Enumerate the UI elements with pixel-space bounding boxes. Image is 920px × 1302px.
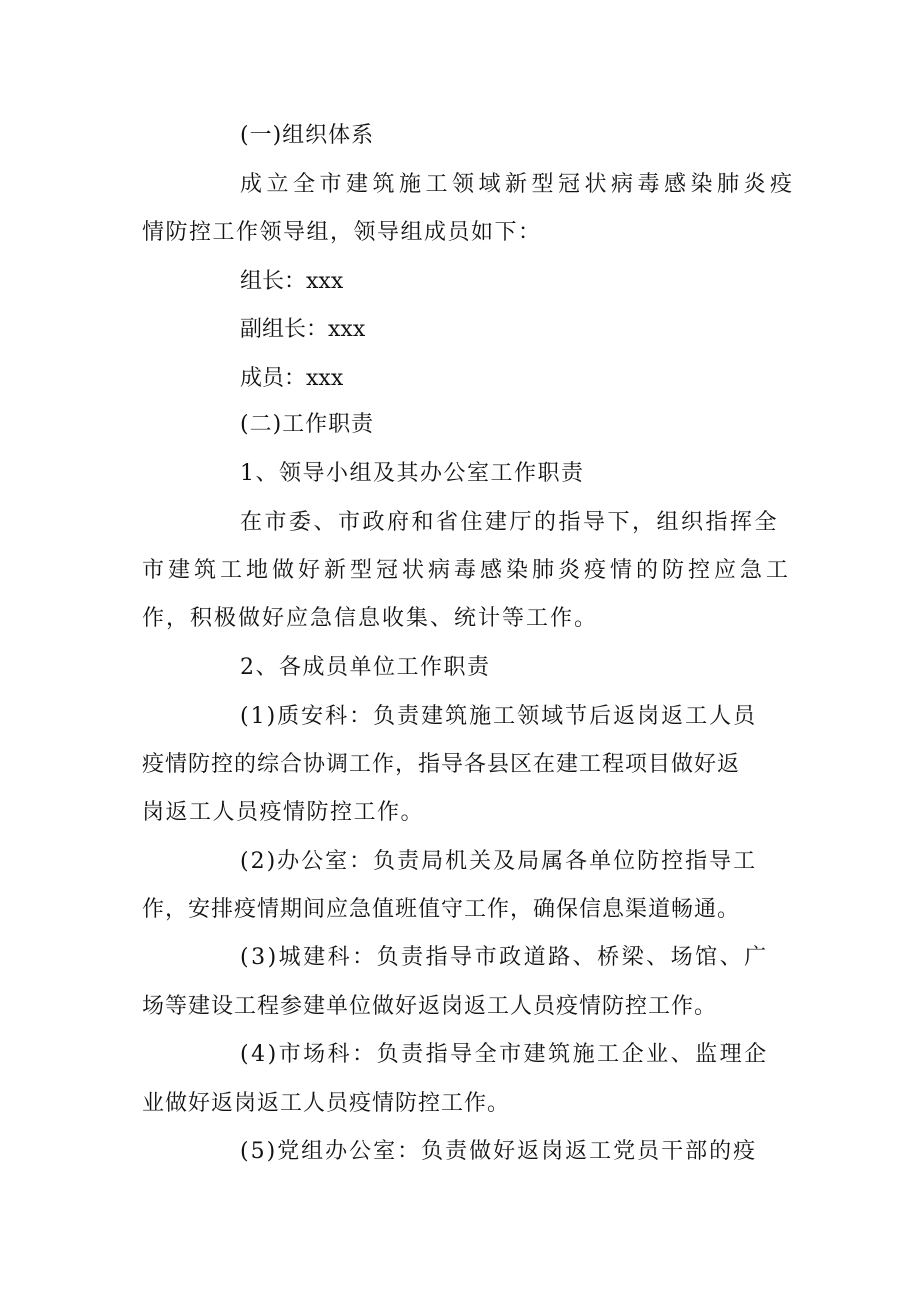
paragraph-line: 市建筑工地做好新型冠状病毒感染肺炎疫情的防控应急工 [142, 558, 793, 583]
paragraph-line: 成立全市建筑施工领域新型冠状病毒感染肺炎疫 [240, 172, 797, 197]
list-item-line: (4)市场科：负责指导全市建筑施工企业、监理企 [240, 1042, 769, 1067]
section-heading-duties: (二)工作职责 [240, 412, 375, 437]
list-item-line: (5)党组办公室：负责做好返岗返工党员干部的疫 [240, 1139, 758, 1164]
subsection-title: 2、各成员单位工作职责 [240, 655, 491, 680]
list-item-line: (1)质安科：负责建筑施工领域节后返岗返工人员 [240, 704, 758, 729]
paragraph-line: 在市委、市政府和省住建厅的指导下，组织指挥全 [240, 510, 780, 535]
paragraph-line: 情防控工作领导组，领导组成员如下： [142, 220, 542, 245]
list-item-line: (3)城建科：负责指导市政道路、桥梁、场馆、广 [240, 945, 769, 970]
list-item-line: 疫情防控的综合协调工作，指导各县区在建工程项目做好返 [142, 752, 741, 777]
leader-line: 组长：xxx [240, 269, 344, 294]
section-heading-organization: (一)组织体系 [240, 123, 375, 148]
list-item-line: 场等建设工程参建单位做好返岗返工人员疫情防控工作。 [142, 994, 718, 1019]
list-item-line: 业做好返岗返工人员疫情防控工作。 [142, 1091, 511, 1116]
subsection-title: 1、领导小组及其办公室工作职责 [240, 461, 585, 486]
paragraph-line: 作，积极做好应急信息收集、统计等工作。 [142, 606, 599, 631]
members-line: 成员：xxx [240, 366, 344, 391]
list-item-line: (2)办公室：负责局机关及局属各单位防控指导工 [240, 849, 758, 874]
list-item-line: 作，安排疫情期间应急值班值守工作，确保信息渠道畅通。 [142, 897, 741, 922]
deputy-leader-line: 副组长：xxx [240, 317, 366, 342]
list-item-line: 岗返工人员疫情防控工作。 [142, 800, 425, 825]
